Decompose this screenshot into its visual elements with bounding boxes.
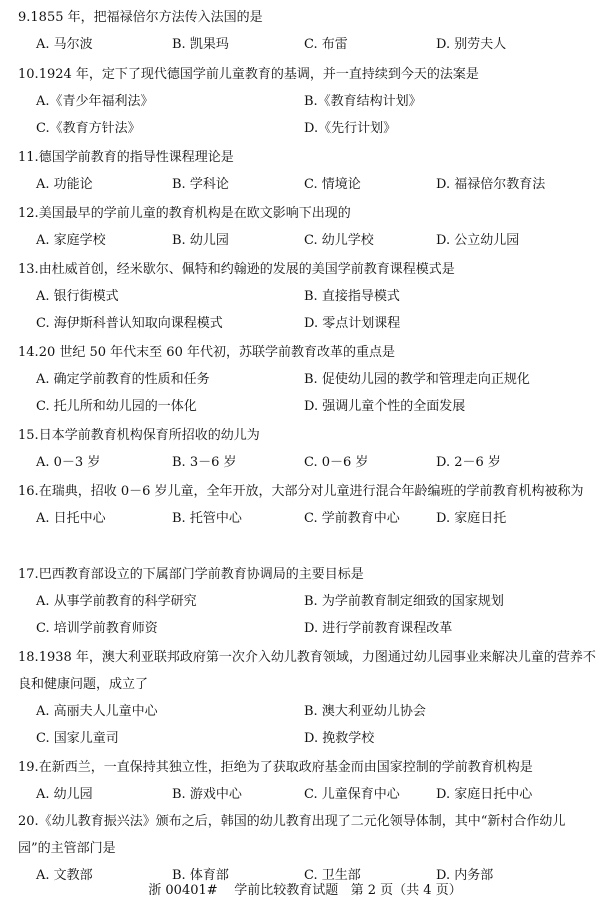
question-11	[18, 144, 596, 198]
question-10	[18, 61, 596, 142]
page-number: 第 2 页（共 4 页）	[350, 883, 462, 898]
question-text: 1855 年，把福禄倍尔方法传入法国的是	[30, 10, 263, 25]
question-stem	[18, 61, 596, 88]
question-text: 日本学前教育机构保育所招收的幼儿为	[38, 428, 260, 443]
question-text: 德国学前教育的指导性课程理论是	[38, 150, 234, 165]
question-text: 由杜威首创，经米歇尔、佩特和约翰逊的发展的美国学前教育课程模式是	[38, 262, 455, 277]
option-d: D. 公立幼儿园	[436, 233, 520, 248]
option-b: B. 游戏中心	[172, 787, 242, 802]
question-number: 13.	[18, 262, 39, 277]
option-d: D. 2－6 岁	[436, 455, 501, 470]
option-b: B.《教育结构计划》	[304, 94, 422, 109]
option-b: B. 体育部	[172, 868, 229, 883]
option-a: A. 文教部	[36, 868, 93, 883]
question-stem	[18, 422, 596, 449]
option-d: D. 家庭日托	[436, 511, 507, 526]
option-b: B. 直接指导模式	[304, 289, 400, 304]
question-16	[18, 478, 596, 532]
option-d: D. 内务部	[436, 868, 494, 883]
question-number: 11.	[18, 150, 39, 165]
question-stem	[18, 808, 596, 862]
question-14	[18, 339, 596, 420]
option-d: D. 家庭日托中心	[436, 787, 533, 802]
options-row	[18, 615, 596, 642]
option-c: C. 情境论	[304, 177, 361, 192]
options-row	[18, 310, 596, 337]
option-b: B. 澳大利亚幼儿协会	[304, 704, 426, 719]
option-b: B. 促使幼儿园的教学和管理走向正规化	[304, 372, 530, 387]
question-15	[18, 422, 596, 476]
question-number: 10.	[18, 67, 39, 82]
question-text: 在新西兰，一直保持其独立性，拒绝为了获取政府基金而由国家控制的学前教育机构是	[38, 760, 533, 775]
option-c: C. 幼儿学校	[304, 233, 374, 248]
question-18	[18, 644, 596, 752]
option-a: A.《青少年福利法》	[36, 94, 154, 109]
option-a: A. 0－3 岁	[36, 455, 101, 470]
question-text: 巴西教育部设立的下属部门学前教育协调局的主要目标是	[38, 567, 364, 582]
question-stem	[18, 644, 596, 698]
option-c: C. 国家儿童司	[36, 731, 119, 746]
option-a: A. 功能论	[36, 177, 93, 192]
question-number: 19.	[18, 760, 39, 775]
question-13	[18, 256, 596, 337]
option-c: C. 0－6 岁	[304, 455, 369, 470]
option-b: B. 学科论	[172, 177, 229, 192]
option-d: D. 福禄倍尔教育法	[436, 177, 546, 192]
options-row	[18, 31, 596, 58]
options-row	[18, 698, 596, 725]
option-c: C. 卫生部	[304, 868, 361, 883]
options-row	[18, 505, 596, 532]
question-number: 12.	[18, 206, 39, 221]
option-d: D. 进行学前教育课程改革	[304, 621, 453, 636]
option-b: B. 为学前教育制定细致的国家规划	[304, 594, 504, 609]
option-c: C. 儿童保育中心	[304, 787, 400, 802]
question-text: 在瑞典，招收 0－6 岁儿童，全年开放，大部分对儿童进行混合年龄编班的学前教育机构被称为	[38, 484, 584, 499]
option-d: D. 零点计划课程	[304, 316, 401, 331]
option-d: D.《先行计划》	[304, 121, 397, 136]
option-b: B. 托管中心	[172, 511, 242, 526]
question-stem	[18, 144, 596, 171]
question-20	[18, 808, 596, 889]
option-b: B. 幼儿园	[172, 233, 229, 248]
options-row	[18, 171, 596, 198]
exam-code: 浙 00401#	[148, 883, 218, 898]
option-c: C. 学前教育中心	[304, 511, 400, 526]
option-a: A. 银行街模式	[36, 289, 119, 304]
question-12	[18, 200, 596, 254]
options-row	[18, 393, 596, 420]
question-text: 1938 年，澳大利亚联邦政府第一次介入幼儿教育领域，力图通过幼儿园事业来解决儿童的营养不良和健康问题，成立了	[18, 650, 596, 692]
option-a: A. 马尔波	[36, 37, 93, 52]
question-text: 美国最早的学前儿童的教育机构是在欧文影响下出现的	[38, 206, 351, 221]
question-17	[18, 561, 596, 642]
question-number: 16.	[18, 484, 39, 499]
question-text: 1924 年，定下了现代德国学前儿童教育的基调，并一直持续到今天的法案是	[38, 67, 479, 82]
option-c: C. 培训学前教育师资	[36, 621, 158, 636]
options-row	[18, 227, 596, 254]
question-number: 18.	[18, 650, 39, 665]
question-19	[18, 754, 596, 808]
options-row	[18, 88, 596, 115]
question-stem	[18, 4, 596, 31]
option-d: D. 强调儿童个性的全面发展	[304, 399, 466, 414]
question-9	[18, 4, 596, 58]
options-row	[18, 588, 596, 615]
question-number: 9.	[18, 10, 31, 25]
question-text: 20 世纪 50 年代末至 60 年代初，苏联学前教育改革的重点是	[38, 345, 395, 360]
option-a: A. 家庭学校	[36, 233, 106, 248]
option-a: A. 日托中心	[36, 511, 106, 526]
question-number: 15.	[18, 428, 39, 443]
question-number: 14.	[18, 345, 39, 360]
question-stem	[18, 754, 596, 781]
question-stem	[18, 561, 596, 588]
question-stem	[18, 339, 596, 366]
option-c: C. 托儿所和幼儿园的一体化	[36, 399, 197, 414]
option-c: C.《教育方针法》	[36, 121, 141, 136]
options-row	[18, 366, 596, 393]
question-number: 20.	[18, 814, 39, 829]
option-b: B. 3－6 岁	[172, 455, 237, 470]
question-stem	[18, 200, 596, 227]
option-b: B. 凯果玛	[172, 37, 229, 52]
option-a: A. 高丽夫人儿童中心	[36, 704, 158, 719]
options-row	[18, 115, 596, 142]
question-number: 17.	[18, 567, 39, 582]
option-d: D. 别劳夫人	[436, 37, 507, 52]
question-text: 《幼儿教育振兴法》颁布之后，韩国的幼儿教育出现了二元化领导体制，其中“新村合作幼儿园”的主管部门是	[18, 814, 566, 856]
page-footer	[0, 880, 610, 902]
option-a: A. 确定学前教育的性质和任务	[36, 372, 210, 387]
option-d: D. 挽救学校	[304, 731, 375, 746]
options-row	[18, 781, 596, 808]
option-c: C. 海伊斯科普认知取向课程模式	[36, 316, 223, 331]
options-row	[18, 449, 596, 476]
option-a: A. 幼儿园	[36, 787, 93, 802]
question-stem	[18, 256, 596, 283]
options-row	[18, 283, 596, 310]
option-a: A. 从事学前教育的科学研究	[36, 594, 197, 609]
options-row	[18, 725, 596, 752]
option-c: C. 布雷	[304, 37, 348, 52]
question-stem	[18, 478, 596, 505]
exam-title: 学前比较教育试题	[234, 883, 339, 898]
